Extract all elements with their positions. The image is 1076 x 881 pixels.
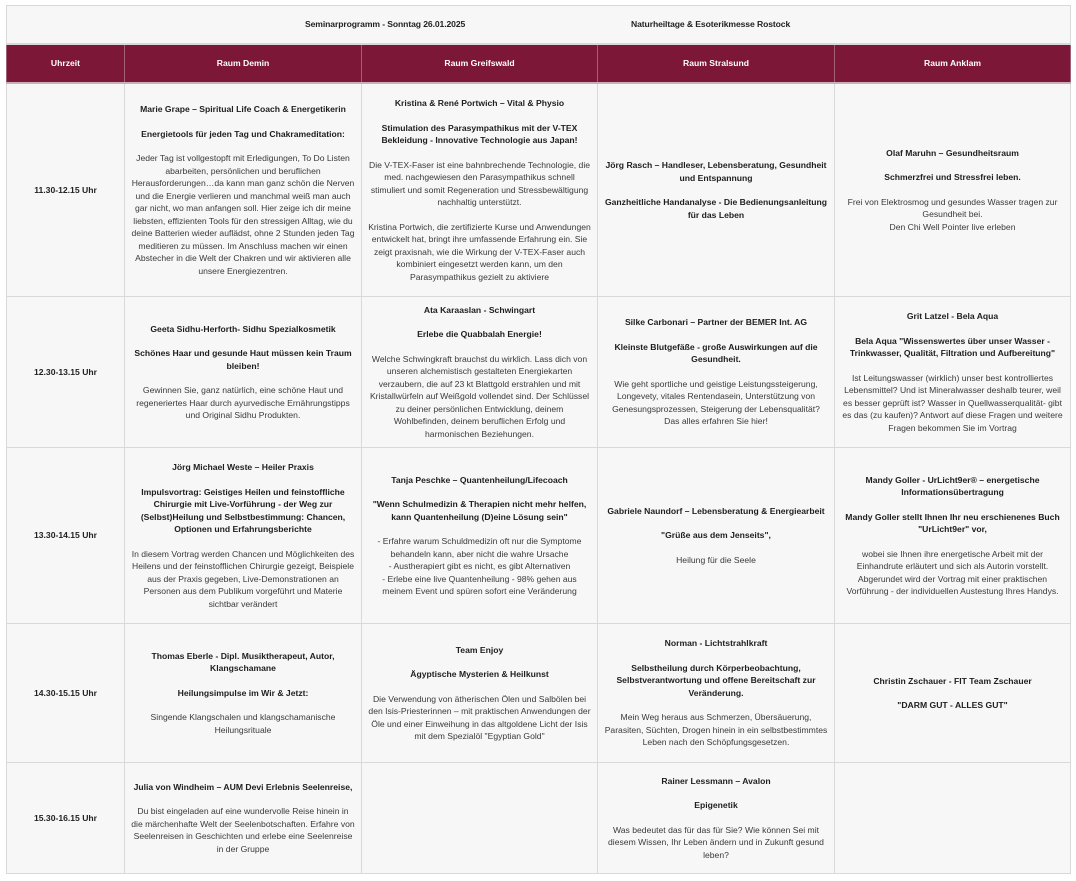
session-description-line: - Austherapiert gibt es nicht, es gibt Alternativen — [388, 561, 571, 571]
session-cell — [125, 624, 362, 763]
time-slot: 12.30-13.15 Uhr — [7, 297, 125, 448]
session-description-line: - Erlebe eine live Quantenheilung - 98% gehen aus meinem Event und spüren sofort eine Veränderung — [382, 573, 577, 596]
speaker: Gabriele Naundorf – Lebensberatung & Energiearbeit — [607, 505, 825, 516]
session-description: Ist Leitungswasser (wirklich) unser best kontrolliertes Lebensmittel? Und ist Mineralwasser deshalb teurer, weil es besser geprüft ist? Wasser in Quellwasserqualität- gibt es das (zu kaufen)? Antwort auf diese Fragen und weitere Fragen bekommen Sie im Vortrag — [842, 372, 1063, 433]
speaker: Mandy Goller - UrLicht9er® – energetische Informationsübertragung — [865, 474, 1040, 497]
session-cell-empty — [835, 763, 1071, 874]
session-cell — [125, 83, 362, 297]
speaker: Rainer Lessmann – Avalon — [661, 775, 771, 786]
speaker: Grit Latzel - Bela Aqua — [906, 311, 999, 321]
session-description: Mein Weg heraus aus Schmerzen, Übersäuerung, Parasiten, Süchten, Drogen hinein in ein selbstbestimmtes Leben nach den Schöpfungsgesetzen. — [604, 712, 828, 748]
session-description: Welche Schwingkraft brauchst du wirklich. Lass dich von unseren alchemistisch gestalteten Energiekarten verzaubern, die auf 23 kt Blattgold erstrahlen und mit Kristallwürfeln auf Weißgold vollendet sind. Der Schlüssel zu deiner persönlichen Entwicklung, deinem Wohlbefinden, deinem beruflichen Erfolg und harmonischen Beziehungen. — [369, 353, 590, 439]
session-title: Schmerzfrei und Stressfrei leben. — [884, 172, 1021, 183]
session-cell — [362, 297, 598, 448]
session-cell — [835, 297, 1071, 448]
seminar-schedule — [6, 5, 1070, 874]
title-row — [7, 6, 1071, 45]
session-description-2: Kristina Portwich, die zertifizierte Kurse und Anwendungen entwickelt hat, bringt ihre umfassende Erfahrung ein. Sie zeigt praxisnah, wie die Wirkung der V-TEX-Faser auch kombiniert eingesetzt werden kann, um den Parasympathikus gezielt zu aktiviere — [368, 221, 591, 282]
session-description-2: Den Chi Well Pointer live erleben — [889, 221, 1016, 232]
session-title: Ganzheitliche Handanalyse - Die Bedienungsanleitung für das Leben — [604, 197, 828, 220]
session-title: "Grüße aus dem Jenseits", — [661, 530, 771, 541]
speaker: Jörg Rasch – Handleser, Lebensberatung, Gesundheit und Entspannung — [605, 160, 827, 183]
session-title: Impulsvortrag: Geistiges Heilen und feinstoffliche Chirurgie mit Live-Vorführung - der Weg zur (Selbst)Heilung und Selbstbestimmung: Chancen, Optionen und Erfahrungsberichte — [140, 486, 346, 534]
session-cell — [125, 448, 362, 624]
session-cell — [125, 297, 362, 448]
table-row — [7, 297, 1071, 448]
col-header-raum-stralsund: Raum Stralsund — [598, 44, 835, 83]
session-title: Mandy Goller stellt Ihnen Ihr neu erschienenes Buch "UrLicht9er" vor, — [845, 511, 1060, 534]
session-cell — [362, 83, 598, 297]
session-cell — [362, 624, 598, 763]
speaker: Team Enjoy — [455, 644, 504, 655]
speaker: Tanja Peschke – Quantenheilung/Lifecoach — [391, 474, 568, 485]
session-description: In diesem Vortrag werden Chancen und Möglichkeiten des Heilens und der feinstofflichen Chirurgie gezeigt, Beispiele aus der Praxis gegeben, Live-Demonstrationen an Personen aus dem Publikum vorgeführt und Materie sichtbar verändert — [131, 548, 355, 609]
session-title: Heilungsimpulse im Wir & Jetzt: — [177, 687, 309, 698]
session-description: wobei sie Ihnen ihre energetische Arbeit mit der Einhandrute erläutert und sich als Autorin vorstellt. Abgerundet wird der Vortrag mit einer praktischen Vorführung - der individuellen Austestung Ihres Handys. — [846, 548, 1059, 596]
session-description: Heilung für die Seele — [676, 554, 756, 565]
title-cell — [7, 6, 1071, 45]
speaker: Christin Zschauer - FIT Team Zschauer — [873, 675, 1032, 686]
session-cell — [835, 448, 1071, 624]
event-name: Naturheiltage & Esoterikmesse Rostock — [631, 19, 791, 29]
session-cell — [362, 448, 598, 624]
session-description: Gewinnen Sie, ganz natürlich, eine schöne Haut und regeneriertes Haar durch ayurvedische Ernährungstipps und Original Sidhu Produkten. — [136, 385, 350, 420]
session-description: Wie geht sportliche und geistige Leistungssteigerung, Longevety, vitales Rentendasein, Unterstützung von Genesungsprozessen, Steigerung der Lebensqualität? Das alles erfahren Sie hier! — [612, 378, 820, 427]
speaker: Olaf Maruhn – Gesundheitsraum — [886, 147, 1019, 158]
session-description: Was bedeutet das für das für Sie? Wie können Sei mit diesem Wissen, Ihr Leben ändern und in Zukunft gesund leben? — [608, 824, 824, 860]
speaker: Marie Grape – Spiritual Life Coach & Energetikerin — [140, 104, 346, 114]
session-title: Epigenetik — [694, 800, 738, 811]
speaker: Silke Carbonari – Partner der BEMER Int. AG — [624, 317, 808, 328]
table-row — [7, 763, 1071, 874]
session-cell — [835, 83, 1071, 297]
session-title: Stimulation des Parasympathikus mit der V-TEX Bekleidung - Innovative Technologie aus Japan! — [381, 122, 578, 145]
session-cell — [835, 624, 1071, 763]
speaker: Jörg Michael Weste – Heiler Praxis — [172, 462, 314, 472]
session-cell-empty — [362, 763, 598, 874]
session-cell — [598, 297, 835, 448]
session-cell — [598, 448, 835, 624]
col-header-time: Uhrzeit — [7, 44, 125, 83]
time-slot: 14.30-15.15 Uhr — [7, 624, 125, 763]
session-cell — [598, 83, 835, 297]
session-description: - Erfahre warum Schuldmedizin oft nur die Symptome behandeln kann, aber nicht die wahre Ursache — [377, 536, 582, 559]
speaker: Thomas Eberle - Dipl. Musiktherapeut, Autor, Klangschamane — [151, 650, 335, 674]
session-description: Die V-TEX-Faser ist eine bahnbrechende Technologie, die med. nachgewiesen den Parasympathikus schnell stimuliert und somit Regeneration und Stressbewältigung nachhaltig unterstützt. — [368, 159, 591, 207]
session-cell — [125, 763, 362, 874]
header-row — [7, 44, 1071, 83]
session-title: Bela Aqua "Wissenswertes über unser Wasser - Trinkwasser, Qualität, Filtration und Aufbereitung" — [849, 335, 1056, 358]
session-title: Erlebe die Quabbalah Energie! — [417, 329, 542, 340]
col-header-raum-anklam: Raum Anklam — [835, 44, 1071, 83]
speaker: Geeta Sidhu-Herforth- Sidhu Spezialkosmetik — [150, 323, 336, 334]
session-cell — [598, 624, 835, 763]
session-title: Schönes Haar und gesunde Haut müssen kein Traum bleiben! — [134, 348, 352, 371]
col-header-raum-demin: Raum Demin — [125, 44, 362, 83]
session-title: Ägyptische Mysterien & Heilkunst — [410, 669, 549, 679]
table-row — [7, 624, 1071, 763]
speaker: Norman - Lichtstrahlkraft — [664, 638, 768, 649]
time-slot: 15.30-16.15 Uhr — [7, 763, 125, 874]
session-title: Selbstheilung durch Körperbeobachtung, Selbstverantwortung und offene Bereitschaft zur Veränderung. — [616, 662, 816, 698]
time-slot: 11.30-12.15 Uhr — [7, 83, 125, 297]
program-title: Seminarprogramm - Sonntag 26.01.2025 — [305, 19, 466, 29]
table-row — [7, 83, 1071, 297]
time-slot: 13.30-14.15 Uhr — [7, 448, 125, 624]
speaker: Julia von Windheim – AUM Devi Erlebnis Seelenreise, — [133, 781, 353, 792]
session-cell — [598, 763, 835, 874]
session-description: Die Verwendung von ätherischen Ölen und Salbölen bei den Isis-Priesterinnen – mit praktischen Anwendungen der Öle und einer Einweihung in das altgoldene Licht der Isis mit dem Spezialöl "Egyptian Gold" — [368, 693, 591, 741]
session-title: Energietools für jeden Tag und Chakrameditation: — [141, 128, 345, 139]
session-title: "DARM GUT - ALLES GUT" — [897, 700, 1008, 710]
schedule-table — [6, 5, 1071, 874]
col-header-raum-greifswald: Raum Greifswald — [362, 44, 598, 83]
session-description: Singende Klangschalen und klangschamanische Heilungsrituale — [150, 712, 336, 735]
session-title: "Wenn Schulmedizin & Therapien nicht mehr helfen, kann Quantenheilung (D)eine Lösung sein" — [372, 499, 587, 522]
session-description: Jeder Tag ist vollgestopft mit Erledigungen, To Do Listen abarbeiten, persönlichen und beruflichen Herausforderungen…da kann man ganz schön die Nerven und die Energie verlieren und manchmal weiß man auch gar nicht, wo man anfangen soll. Hier zeige ich dir meine liebsten, effizienten Tools für den stressigen Alltag, wie du deine Batterien wieder auflädst, ohne 2 Stunden jeden Tag meditieren zu müssen. Im Anschluss machen wir einen Abstecher in die Welt der Chakren und wir aktivieren alle unsere Energiezentren. — [131, 153, 355, 276]
session-title: Kleinste Blutgefäße - große Auswirkungen auf die Gesundheit. — [614, 341, 818, 365]
session-description: Du bist eingeladen auf eine wundervolle Reise hinein in die märchenhafte Welt der Seelenbotschaften. Erfahre von Seelenreisen in Geschichten und erlebe eine Seelenreise in der Gruppe — [131, 806, 355, 854]
speaker: Ata Karaaslan - Schwingart — [423, 304, 536, 315]
table-row — [7, 448, 1071, 624]
speaker: Kristina & René Portwich – Vital & Physio — [394, 98, 565, 108]
session-description: Frei von Elektrosmog und gesundes Wasser tragen zur Gesundheit bei. — [847, 196, 1058, 220]
